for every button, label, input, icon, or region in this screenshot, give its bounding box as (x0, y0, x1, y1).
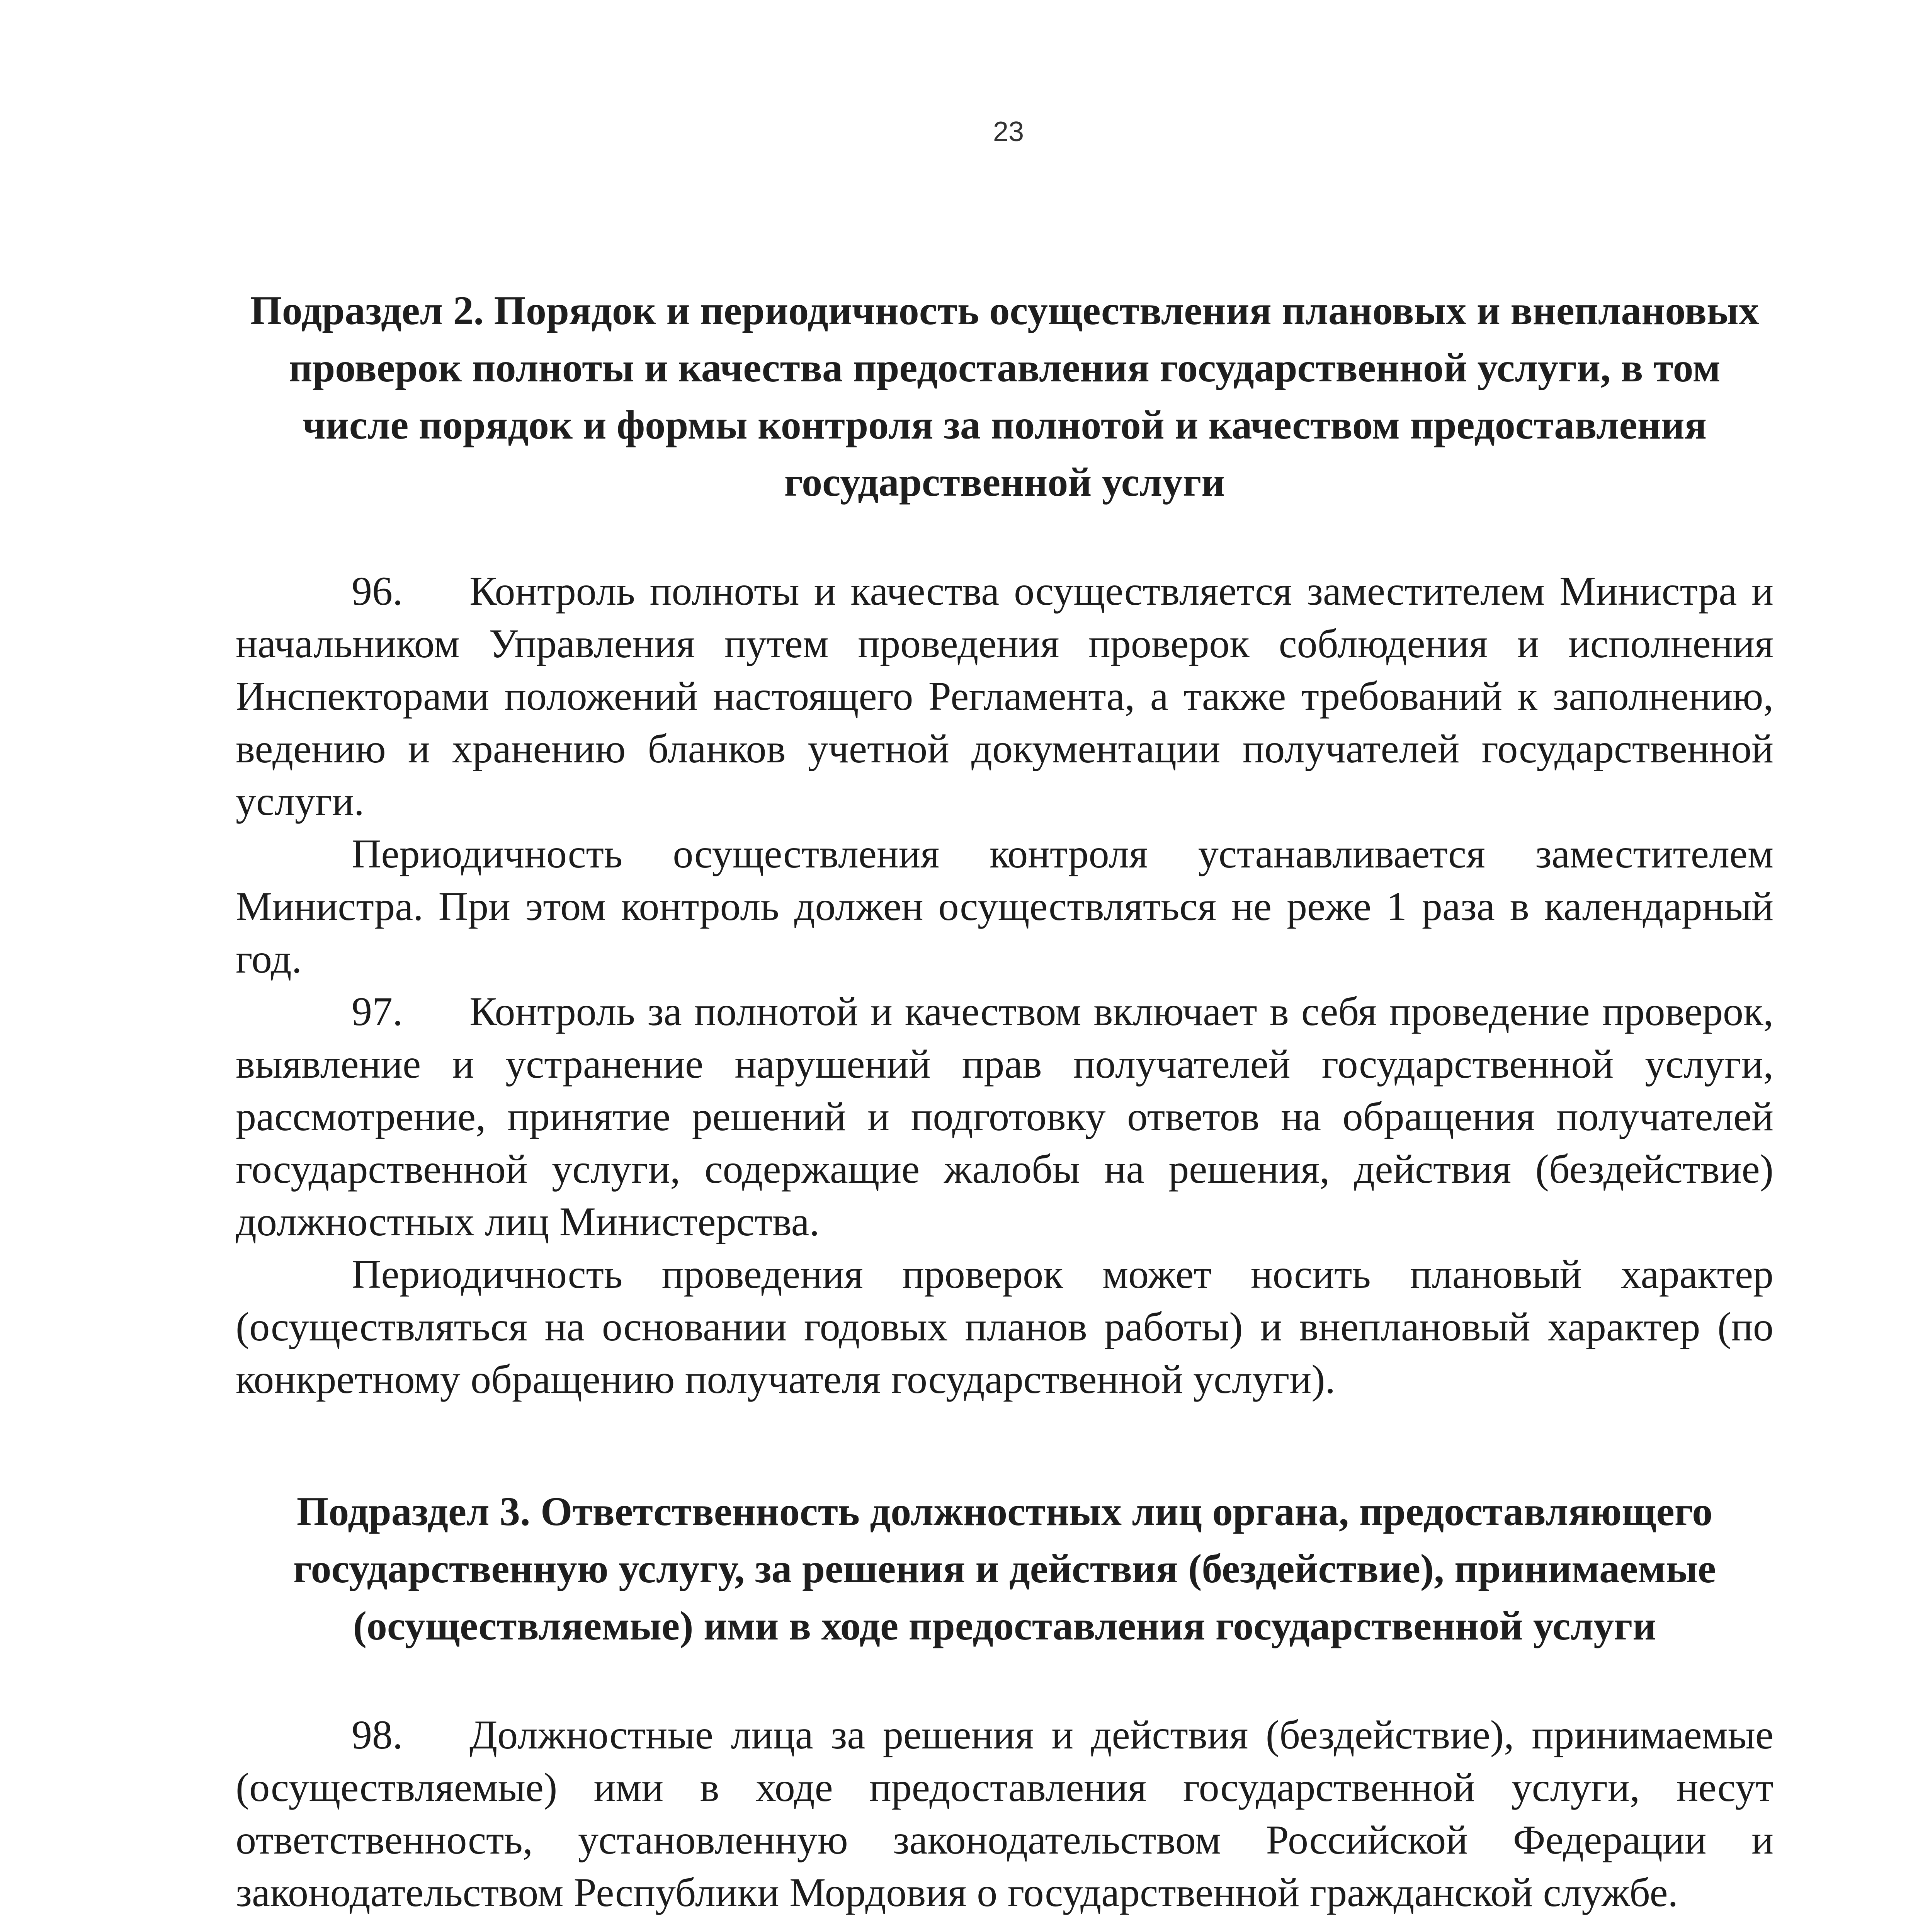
paragraph-96 (236, 565, 1773, 828)
paragraph-98-text: Должностные лица за решения и действия (бездействие), принимаемые (осуществляемые) ими в ходе предоставления государственной услуги, несут ответственность, установленную законодательством Российской Федерации и законодательством Республики Мордовия о государственной гражданской службе. (236, 1712, 1773, 1915)
paragraph-96-number: 96. (352, 568, 403, 614)
paragraph-97-number: 97. (352, 989, 403, 1034)
paragraph-96-text: Контроль полноты и качества осуществляется заместителем Министра и начальником Управления путем проведения проверок соблюдения и исполнения Инспекторами положений настоящего Регламента, а также требований к заполнению, ведению и хранению бланков учетной документации получателей государственной услуги. (236, 568, 1773, 824)
paragraph-98-number: 98. (352, 1712, 403, 1757)
paragraph-98 (236, 1709, 1773, 1919)
page-number: 23 (993, 116, 1024, 147)
document-body (236, 282, 1773, 1932)
paragraph-96-continuation: Периодичность осуществления контроля устанавливается заместителем Министра. При этом контроль должен осуществляться не реже 1 раза в календарный год. (236, 831, 1773, 981)
subsection-3-heading: Подраздел 3. Ответственность должностных лиц органа, предоставляющего государственную услугу, за решения и действия (бездействие), принимаемые (осуществляемые) ими в ходе предоставления государственной услуги (293, 1489, 1716, 1648)
paragraph-97 (236, 985, 1773, 1248)
paragraph-97-text: Контроль за полнотой и качеством включает в себя проведение проверок, выявление и устранение нарушений прав получателей государственной услуги, рассмотрение, принятие решений и подготовку ответов на обращения получателей государственной услуги, содержащие жалобы на решения, действия (бездействие) должностных лиц Министерства. (236, 989, 1773, 1244)
paragraph-97-continuation: Периодичность проведения проверок может носить плановый характер (осуществляться на основании годовых планов работы) и внеплановый характер (по конкретному обращению получателя государственной услуги). (236, 1252, 1773, 1402)
subsection-2-heading: Подраздел 2. Порядок и периодичность осуществления плановых и внеплановых проверок полноты и качества предоставления государственной услуги, в том числе порядок и формы контроля за полнотой и качеством предоставления государственной услуги (250, 288, 1759, 505)
